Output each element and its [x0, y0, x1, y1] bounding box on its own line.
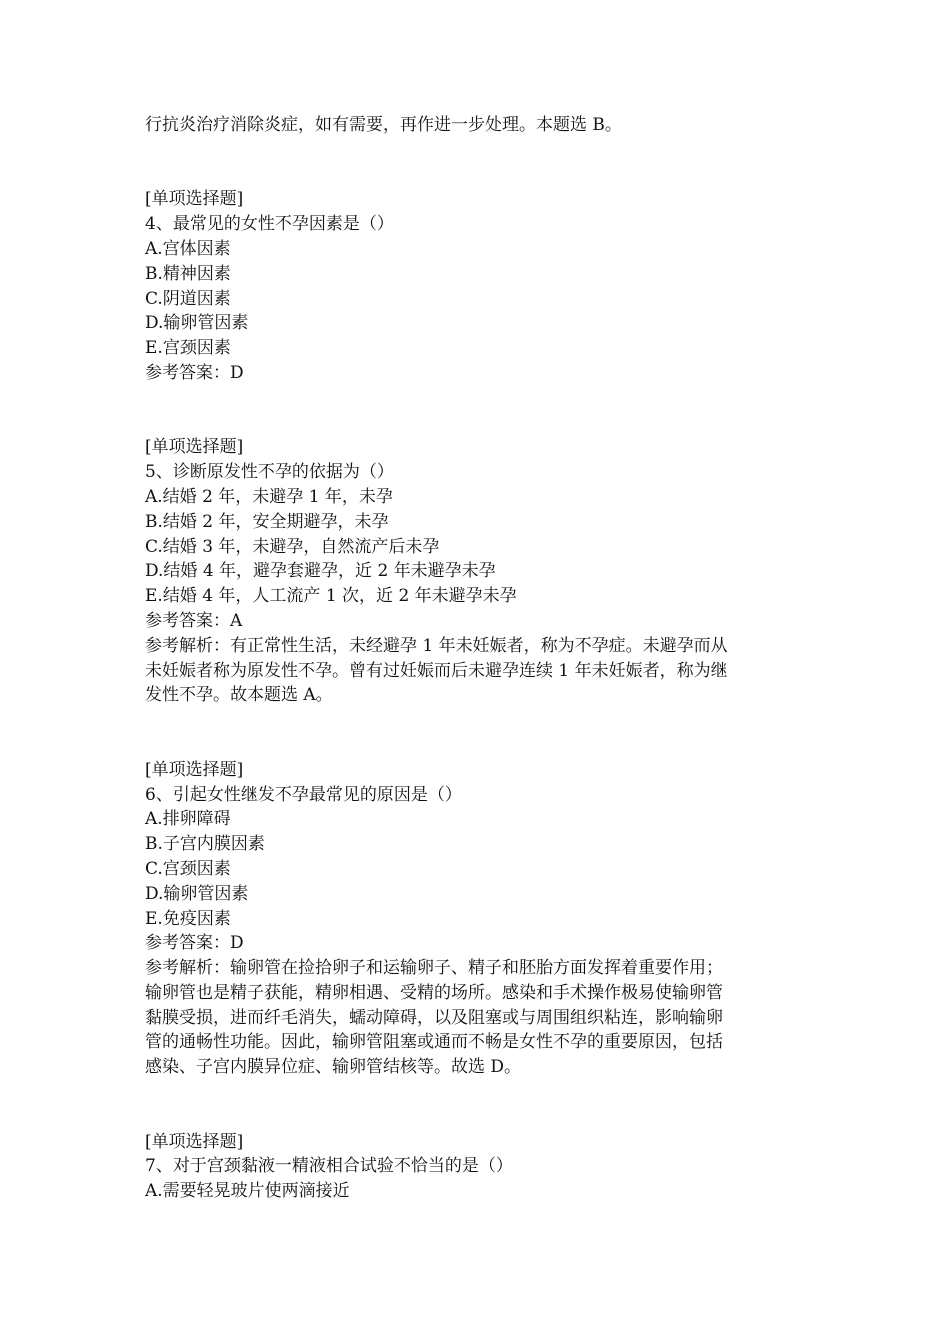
question-stem: 7、对于宫颈黏液一精液相合试验不恰当的是（） [145, 1156, 513, 1177]
reference-analysis-line: 管的通畅性功能。因此，输卵管阻塞或通而不畅是女性不孕的重要原因，包括 [145, 1032, 723, 1053]
option-b: B.子宫内膜因素 [145, 834, 265, 855]
reference-analysis-line: 输卵管也是精子获能，精卵相遇、受精的场所。感染和手术操作极易使输卵管 [145, 982, 723, 1003]
option-e: E.免疫因素 [145, 908, 231, 929]
reference-analysis-line: 未妊娠者称为原发性不孕。曾有过妊娠而后未避孕连续 1 年未妊娠者，称为继 [145, 660, 728, 681]
lead-text: 行抗炎治疗消除炎症，如有需要，再作进一步处理。本题选 B。 [145, 115, 622, 135]
option-e: E.宫颈因素 [145, 338, 231, 359]
question-block-6 [145, 758, 805, 1080]
option-b: B.结婚 2 年，安全期避孕，未孕 [145, 511, 389, 532]
option-c: C.宫颈因素 [145, 858, 231, 879]
question-block-4 [145, 187, 805, 385]
option-a: A.结婚 2 年，未避孕 1 年，未孕 [145, 486, 393, 507]
spacer [145, 1080, 805, 1130]
question-stem: 5、诊断原发性不孕的依据为（） [145, 462, 394, 483]
option-d: D.输卵管因素 [145, 313, 249, 334]
option-d: D.结婚 4 年，避孕套避孕，近 2 年未避孕未孕 [145, 561, 496, 582]
option-a: A.排卵障碍 [145, 809, 231, 830]
spacer [145, 138, 805, 188]
question-type-label: [单项选择题] [145, 759, 244, 780]
question-stem: 6、引起女性继发不孕最常见的原因是（） [145, 784, 462, 805]
option-a: A.宫体因素 [145, 238, 231, 259]
question-block-5 [145, 435, 805, 708]
reference-answer: 参考答案：D [145, 933, 244, 954]
option-c: C.阴道因素 [145, 288, 231, 309]
option-b: B.精神因素 [145, 263, 231, 284]
reference-analysis-line: 参考解析：输卵管在捡拾卵子和运输卵子、精子和胚胎方面发挥着重要作用； [145, 958, 723, 979]
reference-analysis-line: 黏膜受损，进而纤毛消失，蠕动障碍，以及阻塞或与周围组织粘连，影响输卵 [145, 1007, 723, 1028]
reference-analysis-line: 发性不孕。故本题选 A。 [145, 685, 333, 706]
option-e: E.结婚 4 年，人工流产 1 次，近 2 年未避孕未孕 [145, 586, 517, 607]
reference-answer: 参考答案：A [145, 610, 243, 631]
option-c: C.结婚 3 年，未避孕，自然流产后未孕 [145, 536, 440, 557]
document-page [145, 113, 805, 1204]
spacer [145, 708, 805, 758]
spacer [145, 386, 805, 436]
reference-analysis-line: 参考解析：有正常性生活，未经避孕 1 年未妊娠者，称为不孕症。未避孕而从 [145, 635, 728, 656]
question-stem: 4、最常见的女性不孕因素是（） [145, 214, 394, 235]
option-a: A.需要轻晃玻片使两滴接近 [145, 1181, 350, 1202]
question-block-7 [145, 1130, 805, 1204]
question-type-label: [单项选择题] [145, 437, 244, 458]
question-type-label: [单项选择题] [145, 189, 244, 210]
reference-answer: 参考答案：D [145, 362, 244, 383]
question-type-label: [单项选择题] [145, 1131, 244, 1152]
reference-analysis-line: 感染、子宫内膜异位症、输卵管结核等。故选 D。 [145, 1057, 522, 1078]
option-d: D.输卵管因素 [145, 883, 249, 904]
